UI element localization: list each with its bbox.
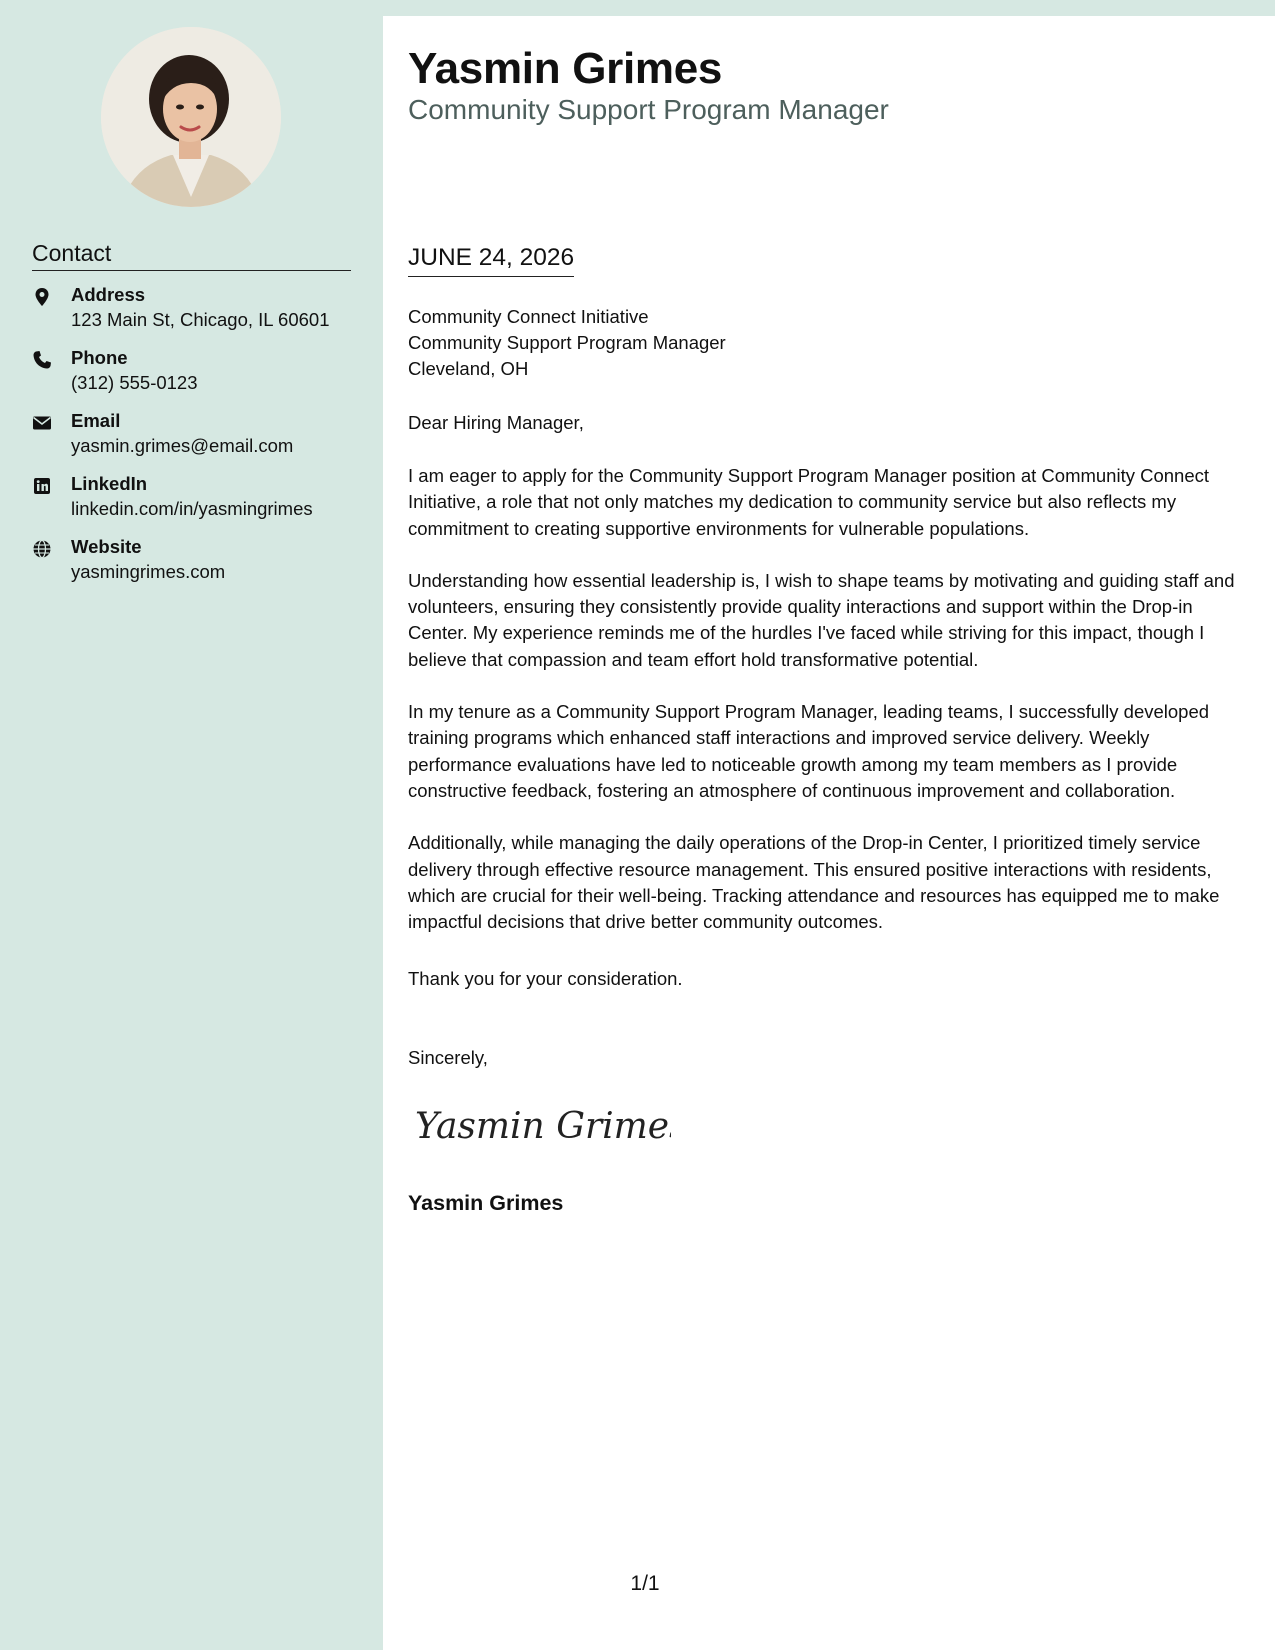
phone-icon xyxy=(32,350,52,370)
contact-phone xyxy=(32,347,362,410)
linkedin-value[interactable]: linkedin.com/in/yasmingrimes xyxy=(71,498,313,519)
applicant-name: Yasmin Grimes xyxy=(408,44,723,93)
recipient-location: Cleveland, OH xyxy=(408,358,529,379)
contact-label: Phone xyxy=(71,347,128,368)
letter-body xyxy=(408,463,1240,961)
body-paragraph: In my tenure as a Community Support Program Manager, leading teams, I successfully developed training programs which enhanced staff interactions and improved service delivery. Weekly performance evaluations have led to noticeable growth among my team members as I provide constructive feedback, fostering an atmosphere of continuous improvement and collaboration. xyxy=(408,701,1210,801)
email-value[interactable]: yasmin.grimes@email.com xyxy=(71,435,294,456)
recipient-block xyxy=(408,304,726,382)
thanks-line: Thank you for your consideration. xyxy=(408,968,683,989)
address-value: 123 Main St, Chicago, IL 60601 xyxy=(71,309,330,330)
closing: Sincerely, xyxy=(408,1047,488,1068)
phone-value: (312) 555-0123 xyxy=(71,372,198,393)
letter-date: JUNE 24, 2026 xyxy=(408,244,574,277)
globe-icon xyxy=(32,539,52,559)
contact-linkedin xyxy=(32,473,362,536)
contact-website xyxy=(32,536,362,599)
body-paragraph: I am eager to apply for the Community Support Program Manager position at Community Connect Initiative, a role that not only matches my dedication to community service but also reflects my commitment to creating supportive environments for vulnerable populations. xyxy=(408,465,1210,539)
website-value[interactable]: yasmingrimes.com xyxy=(71,561,226,582)
envelope-icon xyxy=(32,413,52,433)
contact-email xyxy=(32,410,362,473)
signer-name: Yasmin Grimes xyxy=(408,1191,564,1215)
contact-list xyxy=(32,284,362,599)
signature-text: Yasmin Grimes xyxy=(415,1106,671,1147)
contact-heading: Contact xyxy=(32,240,351,271)
contact-label: Website xyxy=(71,536,142,557)
signature-image xyxy=(411,1098,671,1156)
letter-page xyxy=(383,16,1275,1650)
contact-label: LinkedIn xyxy=(71,473,148,494)
page-number: 1/1 xyxy=(630,1572,660,1595)
applicant-title: Community Support Program Manager xyxy=(408,94,889,125)
recipient-position: Community Support Program Manager xyxy=(408,332,726,353)
body-paragraph: Understanding how essential leadership is, I wish to shape teams by motivating and guiding staff and volunteers, ensuring they consistently provide quality interactions and support within the Drop-in Center. My experience reminds me of the hurdles I've faced while striving for this impact, though I believe that compassion and team effort hold transformative potential. xyxy=(408,569,1235,670)
linkedin-icon xyxy=(32,476,52,496)
recipient-organization: Community Connect Initiative xyxy=(408,306,649,327)
contact-label: Email xyxy=(71,410,121,431)
contact-label: Address xyxy=(71,284,146,305)
sidebar xyxy=(0,0,383,1650)
contact-address xyxy=(32,284,362,347)
profile-photo xyxy=(101,27,281,207)
salutation: Dear Hiring Manager, xyxy=(408,412,584,433)
body-paragraph: Additionally, while managing the daily operations of the Drop-in Center, I prioritized timely service delivery through effective resource management. This ensured positive interactions with residents, which are crucial for their well-being. Tracking attendance and resources has equipped me to make impactful decisions that drive better community outcomes. xyxy=(408,832,1220,933)
location-pin-icon xyxy=(32,287,52,307)
